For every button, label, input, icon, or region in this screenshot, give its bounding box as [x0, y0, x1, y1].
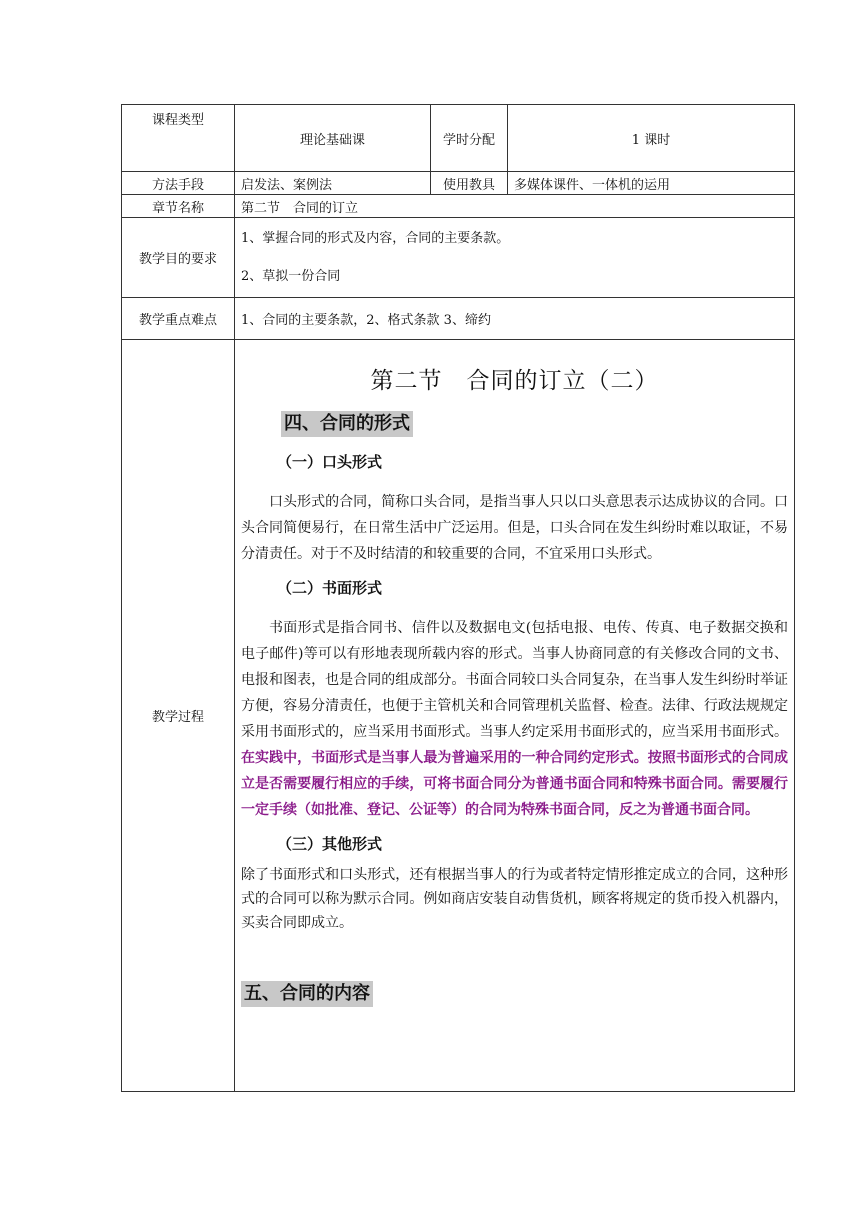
row-key-points: [122, 298, 795, 340]
chapter-label: 章节名称: [122, 195, 235, 218]
sub-heading-written: （二）书面形式: [277, 579, 383, 597]
paragraph-written-highlight: 在实践中，书面形式是当事人最为普遍采用的一种合同约定形式。按照书面形式的合同成立是否需要履行相应的手续，可将书面合同分为普通书面合同和特殊书面合同。需要履行一定手续（如批准、登记、公证等）的合同为特殊书面合同，反之为普通书面合同。: [241, 750, 788, 818]
hours-label: 学时分配: [431, 105, 508, 172]
paragraph-written-normal: 书面形式是指合同书、信件以及数据电文(包括电报、电传、传真、电子数据交换和电子邮件)等可以有形地表现所载内容的形式。当事人协商同意的有关修改合同的文书、电报和图表，也是合同的组成部分。书面合同较口头合同复杂，在当事人发生纠纷时举证方便，容易分清责任，也便于主管机关和合同管理机关监督、检查。法律、行政法规规定采用书面形式的，应当采用书面形式。当事人约定采用书面形式的，应当采用书面形式。: [241, 620, 788, 740]
paragraph-written: [241, 615, 788, 823]
goal-line-2: 2、草拟一份合同: [241, 268, 341, 284]
tools-label: 使用教具: [431, 172, 508, 195]
method-label: 方法手段: [122, 172, 235, 195]
tools-value: 多媒体课件、一体机的运用: [508, 172, 795, 195]
paragraph-oral: 口头形式的合同，简称口头合同，是指当事人只以口头意思表示达成协议的合同。口头合同简便易行，在日常生活中广泛运用。但是，口头合同在发生纠纷时难以取证，不易分清责任。对于不及时结清的和较重要的合同，不宜采用口头形式。: [241, 494, 788, 562]
row-course-type: [122, 105, 795, 172]
sub-heading-oral: （一）口头形式: [277, 453, 383, 471]
chapter-value: 第二节 合同的订立: [235, 195, 795, 218]
course-type-label: 课程类型: [122, 105, 235, 172]
content-title: 第二节 合同的订立（二）: [370, 368, 659, 394]
row-chapter: [122, 195, 795, 218]
section-4-heading: 四、合同的形式: [281, 411, 413, 437]
paragraph-other: 除了书面形式和口头形式，还有根据当事人的行为或者特定情形推定成立的合同，这种形式的合同可以称为默示合同。例如商店安装自动售货机，顾客将规定的货币投入机器内，买卖合同即成立。: [241, 867, 788, 931]
key-label: 教学重点难点: [122, 298, 235, 340]
course-type-value: 理论基础课: [235, 105, 431, 172]
row-process: [122, 340, 795, 1092]
process-label: 教学过程: [122, 340, 235, 1092]
goal-label: 教学目的要求: [122, 218, 235, 298]
key-value: 1、合同的主要条款，2、格式条款 3、缔约: [235, 298, 795, 340]
hours-value: 1 课时: [508, 105, 795, 172]
lesson-plan-table: [121, 104, 795, 1092]
section-5-heading: 五、合同的内容: [241, 981, 373, 1007]
goal-cell: [235, 218, 795, 298]
row-method: [122, 172, 795, 195]
goal-line-1: 1、掌握合同的形式及内容，合同的主要条款。: [241, 230, 510, 246]
row-goal: [122, 218, 795, 298]
sub-heading-other: （三）其他形式: [277, 835, 383, 853]
method-value: 启发法、案例法: [235, 172, 431, 195]
process-content: [235, 340, 795, 1092]
